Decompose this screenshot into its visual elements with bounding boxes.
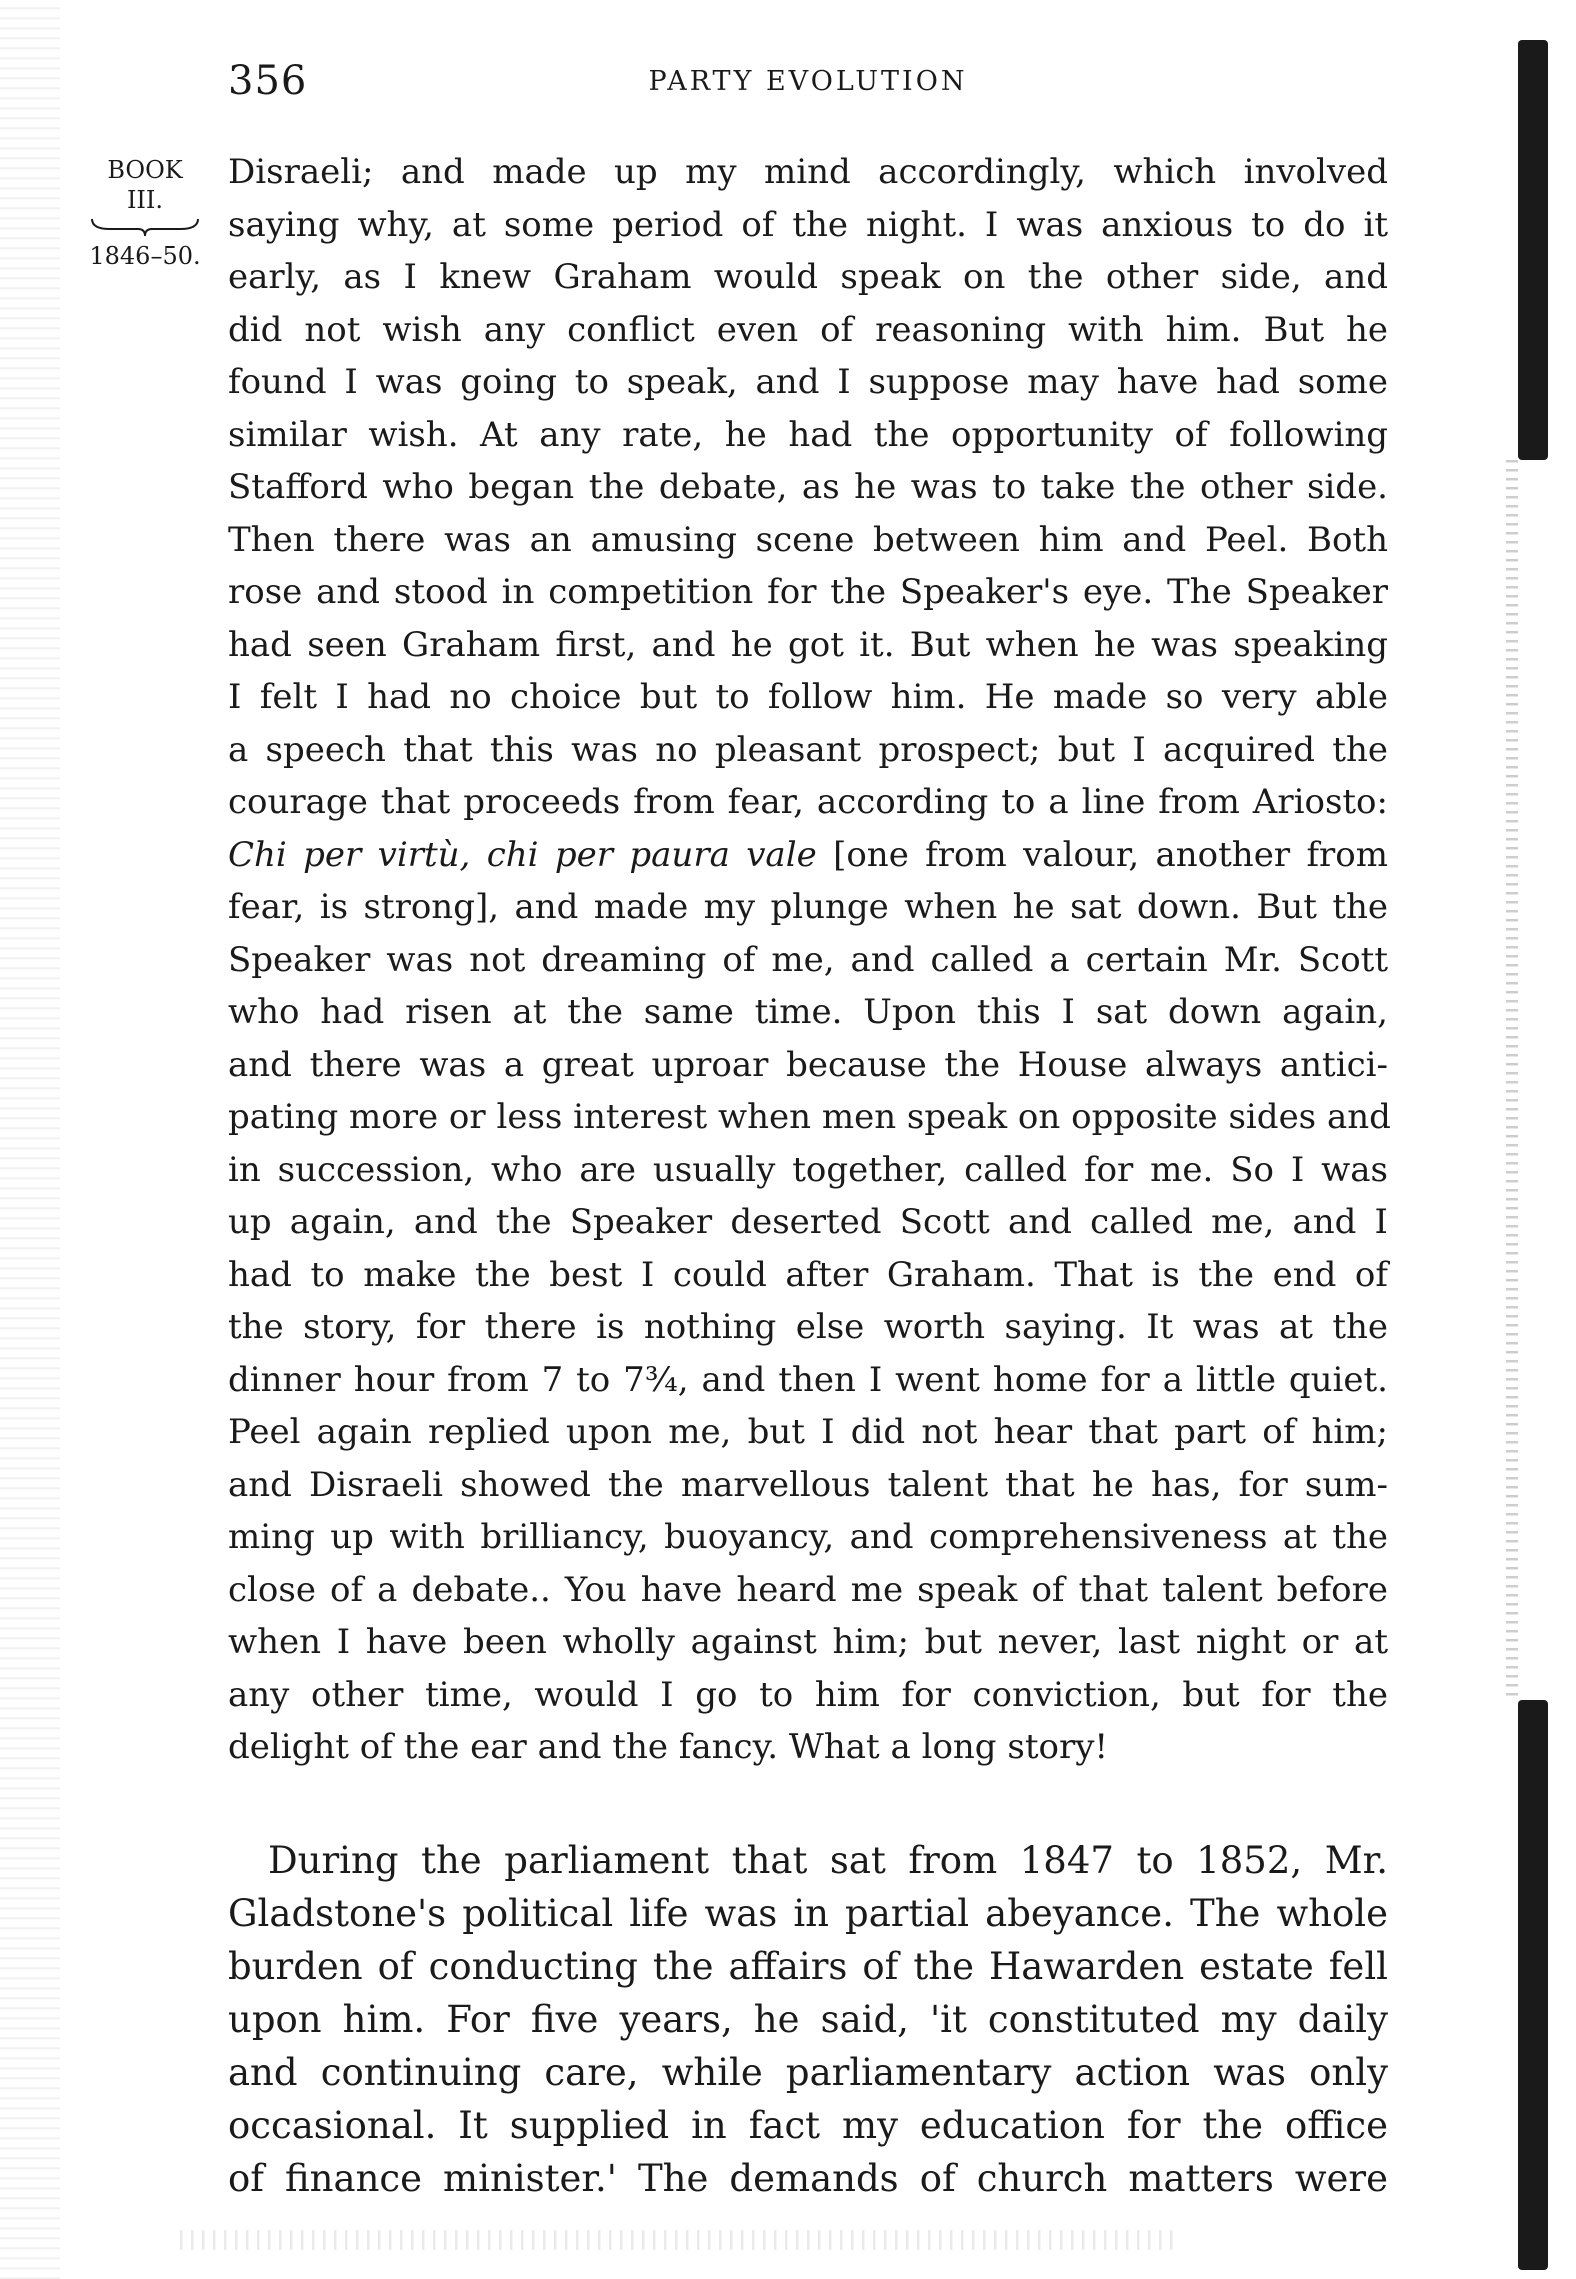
text-line: rose and stood in competition for the Speaker's eye. The Speaker [228,572,1388,612]
text-line: in succession, who are usually together, called for me. So I was [228,1149,1388,1190]
text-line: burden of conducting the affairs of the Hawarden estate fell [228,1945,1388,1988]
text-line: occasional. It supplied in fact my education for the office [228,2104,1388,2147]
text-line: Stafford who began the debate, as he was to take the other side. [228,467,1388,507]
text-line: similar wish. At any rate, he had the opportunity of following [228,414,1388,455]
italic-quote: Chi per virtù, chi per paura vale [228,834,817,875]
text-line: had seen Graham first, and he got it. But when he was speaking [228,624,1388,665]
scan-bottom-noise [180,2230,1180,2250]
text-line: a speech that this was no pleasant prospect; but I acquired the [228,729,1388,770]
text-line: delight of the ear and the fancy. What a long story! [228,1727,1109,1767]
margin-book-number: III. [126,186,164,214]
text-line: Gladstone's political life was in partial abeyance. The whole [228,1892,1388,1935]
text-line: any other time, would I go to him for conviction, but for the [228,1674,1388,1715]
page-header [228,58,1388,118]
scan-left-edge [0,0,60,2279]
margin-dates: 1846–50. [89,242,201,270]
text-line: when I have been wholly against him; but never, last night or at [228,1622,1388,1662]
text-line: dinner hour from 7 to 7¾, and then I went home for a little quiet. [228,1359,1388,1400]
text-line: Speaker was not dreaming of me, and called a certain Mr. Scott [228,939,1388,980]
paragraph-2 [228,1834,1388,2205]
text-line: Then there was an amusing scene between him and Peel. Both [228,519,1388,560]
text-line: I felt I had no choice but to follow him. He made so very able [228,677,1388,717]
text-line: early, as I knew Graham would speak on the other side, and [228,257,1388,297]
margin-book-label: BOOK [107,156,183,184]
text-line: courage that proceeds from fear, according to a line from Ariosto: [228,782,1388,822]
text-line: During the parliament that sat from 1847 to 1852, Mr. [268,1839,1388,1882]
margin-note [80,155,210,271]
text-line: close of a debate.. You have heard me speak of that talent before [228,1569,1388,1610]
text-line: Disraeli; and made up my mind accordingly, which involved [228,152,1388,192]
text-line: did not wish any conflict even of reasoning with him. But he [228,309,1388,350]
scan-shadow-bottom [1518,1700,1548,2270]
text-line: pating more or less interest when men speak on opposite sides and [228,1097,1391,1137]
scan-edge-texture [1506,460,1518,1700]
text-line: and there was a great uproar because the House always antici- [228,1044,1388,1085]
paragraph-1 [228,146,1391,1774]
text-line: and Disraeli showed the marvellous talent that he has, for sum- [228,1464,1388,1505]
text-line: of finance minister.' The demands of church matters were [228,2157,1388,2200]
italic-line-rest: [one from valour, another from [816,834,1388,875]
running-head: PARTY EVOLUTION [648,66,968,97]
text-line: up again, and the Speaker deserted Scott and called me, and I [228,1202,1388,1242]
text-line-italic-quote [228,829,1388,882]
text-line: ming up with brilliancy, buoyancy, and comprehensiveness at the [228,1517,1388,1557]
text-line: Peel again replied upon me, but I did not hear that part of him; [228,1412,1388,1452]
page-number: 356 [228,58,308,104]
text-line: had to make the best I could after Graham. That is the end of [228,1254,1388,1295]
text-line: fear, is strong], and made my plunge when he sat down. But the [228,887,1388,927]
scan-shadow-top [1518,40,1548,460]
text-line: and continuing care, while parliamentary action was only [228,2051,1388,2094]
text-line: found I was going to speak, and I suppose may have had some [228,362,1388,402]
text-line: upon him. For five years, he said, 'it constituted my daily [228,1998,1388,2041]
scan-right-edge [1500,40,1576,2270]
text-line: who had risen at the same time. Upon this I sat down again, [228,992,1388,1032]
brace-icon [90,217,200,237]
text-line: the story, for there is nothing else worth saying. It was at the [228,1307,1388,1347]
text-line: saying why, at some period of the night. I was anxious to do it [228,204,1388,245]
